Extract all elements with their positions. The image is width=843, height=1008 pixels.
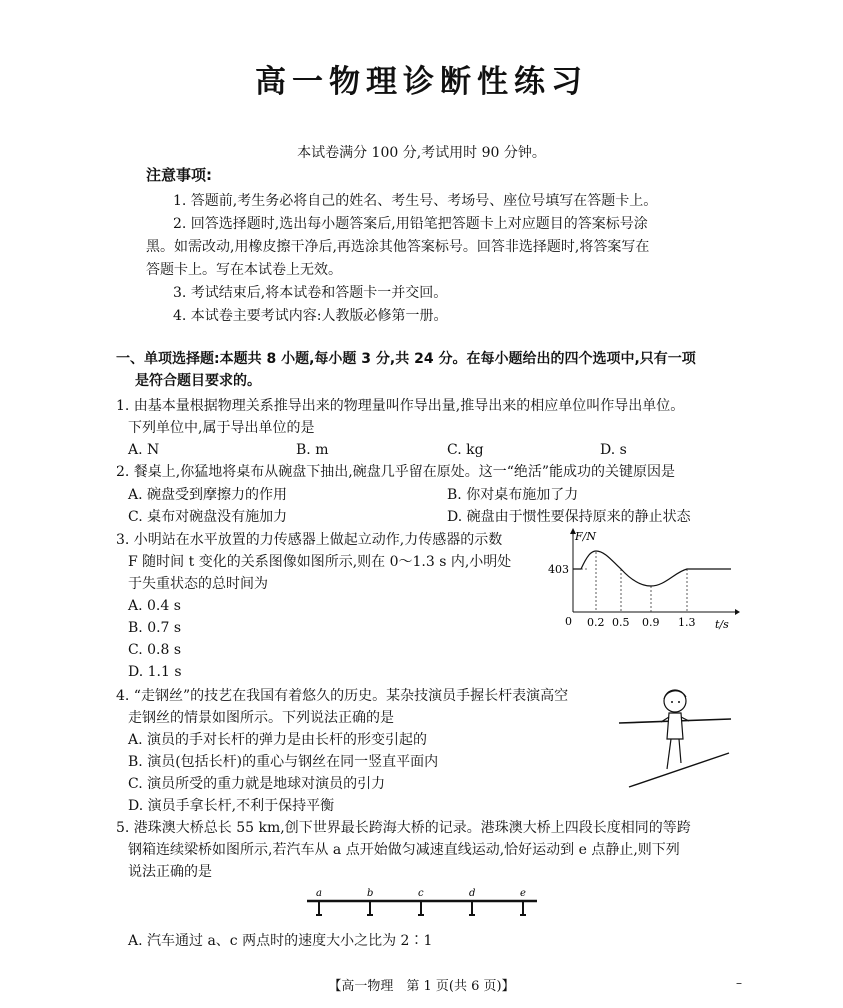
corner-mark: – [736,976,742,990]
q4-option-c: C. 演员所受的重力就是地球对演员的引力 [128,776,386,792]
q2-option-c: C. 桌布对碗盘没有施加力 [128,509,288,525]
force-time-graph [545,526,740,636]
notice-item: 3. 考试结束后,将本试卷和答题卡一并交回。 [173,285,448,301]
q3-option-a: A. 0.4 s [128,598,181,614]
notice-heading: 注意事项: [146,166,212,184]
y-axis-label: F/N [575,530,596,543]
q1-option-b: B. m [296,442,329,458]
y-tick-403: 403 [548,563,569,576]
tightrope-walker-figure [617,683,733,789]
q2-option-b: B. 你对桌布施加了力 [447,487,579,503]
question-3-cont: 于失重状态的总时间为 [128,576,268,592]
bridge-piers [316,902,526,915]
question-3: 3. 小明站在水平放置的力传感器上做起立动作,力传感器的示数 [116,532,503,548]
question-5-cont: 说法正确的是 [128,864,212,880]
exam-info: 本试卷满分 100 分,考试用时 90 分钟。 [297,145,546,161]
walker-leg [667,739,671,769]
question-5-cont: 钢箱连续梁桥如图所示,若汽车从 a 点开始做匀减速直线运动,恰好运动到 e 点静止,则下列 [128,842,680,858]
steel-wire [629,753,729,787]
force-curve [573,551,731,586]
notice-item: 1. 答题前,考生务必将自己的姓名、考生号、考场号、座位号填写在答题卡上。 [173,193,658,209]
notice-item: 4. 本试卷主要考试内容:人教版必修第一册。 [173,308,448,324]
x-axis-label: t/s [715,618,729,631]
point-label: d [469,888,476,899]
x-axis-arrow [735,609,740,615]
walker-body [667,713,683,739]
page-title: 高一物理诊断性练习 [255,64,588,100]
q4-option-a: A. 演员的手对长杆的弹力是由长杆的形变引起的 [128,732,428,748]
point-label: c [418,888,424,899]
point-label: b [367,888,374,899]
question-1: 1. 由基本量根据物理关系推导出来的物理量叫作导出量,推导出来的相应单位叫作导出单位。 [116,398,685,414]
q5-option-a: A. 汽车通过 a、c 两点时的速度大小之比为 2∶1 [128,933,433,949]
x-tick: 1.3 [678,616,696,629]
q4-option-d: D. 演员手拿长杆,不利于保持平衡 [128,798,335,814]
question-5: 5. 港珠澳大桥总长 55 km,创下世界最长跨海大桥的记录。港珠澳大桥上四段长度相同的等跨 [116,820,691,836]
x-tick: 0.2 [587,616,605,629]
notice-item: 答题卡上。写在本试卷上无效。 [146,262,342,278]
q1-option-d: D. s [600,442,627,458]
q3-option-b: B. 0.7 s [128,620,182,636]
notice-item: 2. 回答选择题时,选出每小题答案后,用铅笔把答题卡上对应题目的答案标号涂 [173,216,648,232]
q1-option-c: C. kg [447,442,484,458]
x-tick: 0.5 [612,616,630,629]
q2-option-a: A. 碗盘受到摩擦力的作用 [128,487,288,503]
q3-option-d: D. 1.1 s [128,664,182,680]
point-label: a [316,888,322,899]
section-heading: 一、单项选择题:本题共 8 小题,每小题 3 分,共 24 分。在每小题给出的四个选项中,只有一项 [116,351,696,367]
question-1-cont: 下列单位中,属于导出单位的是 [128,420,315,436]
question-4-cont: 走钢丝的情景如图所示。下列说法正确的是 [128,710,394,726]
question-3-cont: F 随时间 t 变化的关系图像如图所示,则在 0～1.3 s 内,小明处 [128,554,512,570]
q1-option-a: A. N [128,442,160,458]
q2-option-d: D. 碗盘由于惯性要保持原来的静止状态 [447,509,691,525]
point-label: e [520,888,526,899]
section-heading-cont: 是符合题目要求的。 [135,373,261,389]
question-4: 4. “走钢丝”的技艺在我国有着悠久的历史。某杂技演员手握长杆表演高空 [116,688,569,704]
origin-label: 0 [565,615,572,628]
walker-leg [679,739,681,763]
notice-item: 黑。如需改动,用橡皮擦干净后,再选涂其他答案标号。回答非选择题时,将答案写在 [146,239,650,255]
x-tick: 0.9 [642,616,660,629]
bridge-figure [305,885,540,925]
q4-option-b: B. 演员(包括长杆)的重心与钢丝在同一竖直平面内 [128,754,439,770]
question-2: 2. 餐桌上,你猛地将桌布从碗盘下抽出,碗盘几乎留在原处。这一“绝活”能成功的关键原因是 [116,464,676,480]
page-footer: 【高一物理 第 1 页(共 6 页)】 [328,979,515,994]
q3-option-c: C. 0.8 s [128,642,182,658]
